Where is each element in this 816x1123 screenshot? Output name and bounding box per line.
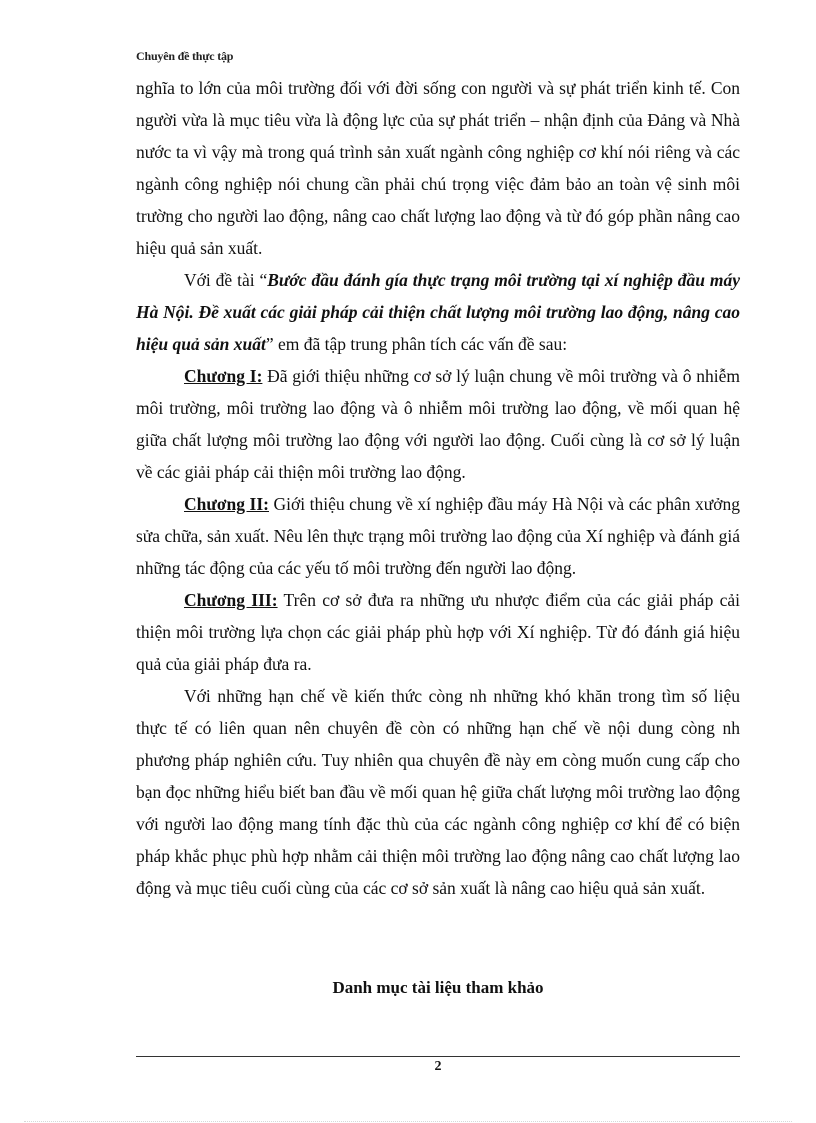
chapter-3-text: Trên cơ sở đưa ra những ưu nhược điểm của các giải pháp cải thiện môi trường lựa chọn các giải pháp phù hợp với Xí nghiệp. Từ đó đánh giá hiệu quả của giải pháp đưa ra. <box>136 590 740 674</box>
references-heading: Danh mục tài liệu tham khảo <box>332 978 544 997</box>
chapter-2-text: Giới thiệu chung về xí nghiệp đầu máy Hà Nội và các phân xưởng sửa chữa, sản xuất. Nêu lên thực trạng môi trường lao động của Xí nghiệp và đánh giá những tác động của các yếu tố môi trường đến người lao động. <box>136 494 740 578</box>
page-number: 2 <box>434 1059 442 1074</box>
footer-divider <box>136 1056 740 1057</box>
body-text <box>136 72 740 904</box>
paragraph-chapter-2 <box>136 488 740 584</box>
paragraph-continuation: nghĩa to lớn của môi trường đối với đời sống con người và sự phát triển kinh tế. Con người vừa là mục tiêu vừa là động lực của sự phát triển – nhận định của Đảng và Nhà nước ta vì vậy mà trong quá trình sản xuất ngành công nghiệp cơ khí nói riêng và các ngành công nghiệp nói chung cần phải chú trọng việc đảm bảo an toàn vệ sinh môi trường cho người lao động, nâng cao chất lượng lao động và từ đó góp phần nâng cao hiệu quả sản xuất. <box>136 78 740 258</box>
chapter-2-label: Chương II: <box>184 494 269 514</box>
chapter-3-label: Chương III: <box>184 590 278 610</box>
paragraph-chapter-3 <box>136 584 740 680</box>
topic-outro: ” em đã tập trung phân tích các vấn đề sau: <box>265 334 568 354</box>
paragraph-conclusion: Với những hạn chế về kiến thức còng nh những khó khăn trong tìm số liệu thực tế có liên quan nên chuyên đề còn có những hạn chế về nội dung còng nh phương pháp nghiên cứu. Tuy nhiên qua chuyên đề này em còng muốn cung cấp cho bạn đọc những hiểu biết ban đầu về mối quan hệ giữa chất lượng môi trường lao động với người lao động mang tính đặc thù của các ngành công nghiệp cơ khí để có biện pháp khắc phục phù hợp nhằm cải thiện môi trường lao động nâng cao chất lượng lao động và mục tiêu cuối cùng của các cơ sở sản xuất là nâng cao hiệu quả sản xuất. <box>136 686 740 898</box>
page-edge-divider <box>24 1121 792 1122</box>
chapter-1-label: Chương I: <box>184 366 263 386</box>
chapter-1-text: Đã giới thiệu những cơ sở lý luận chung về môi trường và ô nhiễm môi trường, môi trường lao động và ô nhiễm môi trường lao động, về mối quan hệ giữa chất lượng môi trường lao động với người lao động. Cuối cùng là cơ sở lý luận về các giải pháp cải thiện môi trường lao động. <box>136 366 740 482</box>
topic-title: Bước đầu đánh gía thực trạng môi trường tại xí nghiệp đầu máy Hà Nội. Đề xuất các giải pháp cải thiện chất lượng môi trường lao động, nâng cao hiệu quả sản xuất <box>136 270 740 354</box>
paragraph-topic <box>136 264 740 360</box>
paragraph-chapter-1 <box>136 360 740 488</box>
running-header: Chuyên đề thực tập <box>136 49 234 63</box>
topic-intro: Với đề tài “ <box>184 270 268 290</box>
